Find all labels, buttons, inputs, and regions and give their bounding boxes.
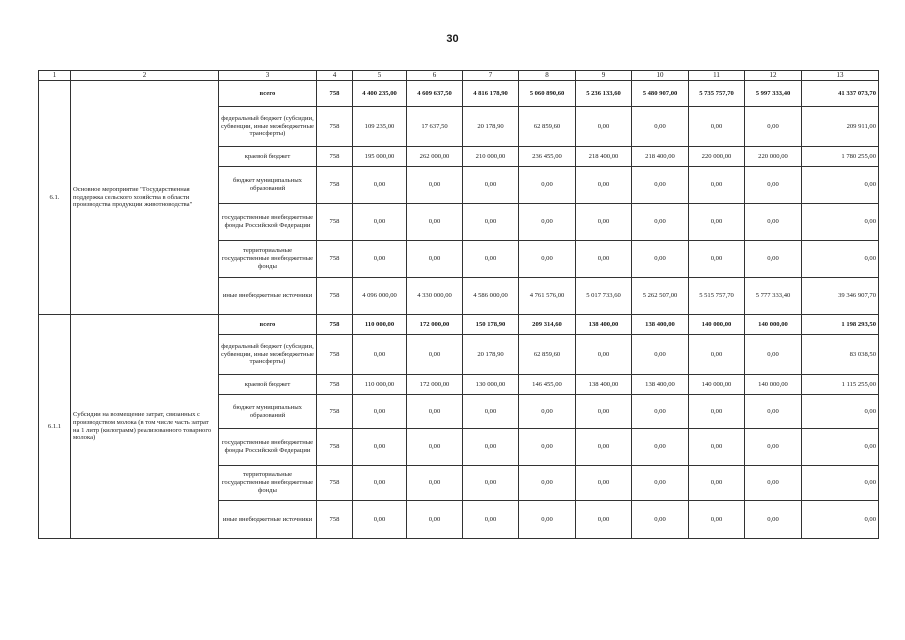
total-cell: 209 911,00: [802, 107, 879, 147]
value-cell: 5 060 890,60: [519, 81, 576, 107]
value-cell: 4 586 000,00: [463, 278, 519, 315]
value-cell: 130 000,00: [463, 375, 519, 395]
code-cell: 758: [317, 395, 353, 429]
value-cell: 0,00: [463, 501, 519, 539]
value-cell: 0,00: [632, 466, 689, 501]
total-cell: 1 780 255,00: [802, 147, 879, 167]
value-cell: 0,00: [353, 501, 407, 539]
value-cell: 0,00: [632, 429, 689, 466]
value-cell: 0,00: [519, 204, 576, 241]
value-cell: 150 178,90: [463, 315, 519, 335]
value-cell: 0,00: [632, 167, 689, 204]
code-cell: 758: [317, 335, 353, 375]
value-cell: 0,00: [745, 241, 802, 278]
value-cell: 0,00: [353, 204, 407, 241]
header-cell: 13: [802, 71, 879, 81]
header-cell: 9: [576, 71, 632, 81]
value-cell: 0,00: [576, 501, 632, 539]
value-cell: 0,00: [689, 167, 745, 204]
value-cell: 20 178,90: [463, 107, 519, 147]
value-cell: 0,00: [576, 204, 632, 241]
value-cell: 0,00: [632, 241, 689, 278]
value-cell: 0,00: [407, 395, 463, 429]
value-cell: 0,00: [576, 107, 632, 147]
value-cell: 140 000,00: [745, 315, 802, 335]
value-cell: 0,00: [519, 167, 576, 204]
value-cell: 0,00: [576, 167, 632, 204]
value-cell: 0,00: [632, 395, 689, 429]
value-cell: 62 859,60: [519, 107, 576, 147]
total-cell: 1 115 255,00: [802, 375, 879, 395]
total-cell: 0,00: [802, 204, 879, 241]
activity-description: Субсидии на возмещение затрат, связанных с производством молока (в том числе часть затрат на 1 литр (килограмм) реализованного товарного молока): [71, 315, 219, 539]
value-cell: 0,00: [407, 501, 463, 539]
value-cell: 0,00: [463, 466, 519, 501]
funding-source: территориальные государственные внебюджетные фонды: [219, 466, 317, 501]
value-cell: 138 400,00: [632, 375, 689, 395]
value-cell: 0,00: [353, 167, 407, 204]
value-cell: 0,00: [407, 167, 463, 204]
value-cell: 4 609 637,50: [407, 81, 463, 107]
code-cell: 758: [317, 81, 353, 107]
value-cell: 0,00: [463, 167, 519, 204]
value-cell: 262 000,00: [407, 147, 463, 167]
value-cell: 218 400,00: [576, 147, 632, 167]
code-cell: 758: [317, 107, 353, 147]
header-cell: 5: [353, 71, 407, 81]
value-cell: 236 455,00: [519, 147, 576, 167]
activity-number: 6.1.: [39, 81, 71, 315]
value-cell: 5 777 333,40: [745, 278, 802, 315]
value-cell: 0,00: [519, 466, 576, 501]
value-cell: 0,00: [519, 501, 576, 539]
code-cell: 758: [317, 147, 353, 167]
value-cell: 0,00: [745, 335, 802, 375]
funding-source: бюджет муниципальных образований: [219, 167, 317, 204]
value-cell: 0,00: [463, 241, 519, 278]
value-cell: 0,00: [576, 241, 632, 278]
value-cell: 220 000,00: [689, 147, 745, 167]
value-cell: 0,00: [689, 466, 745, 501]
total-cell: 0,00: [802, 167, 879, 204]
value-cell: 0,00: [519, 395, 576, 429]
value-cell: 0,00: [407, 241, 463, 278]
code-cell: 758: [317, 501, 353, 539]
value-cell: 5 515 757,70: [689, 278, 745, 315]
value-cell: 0,00: [632, 335, 689, 375]
header-cell: 4: [317, 71, 353, 81]
funding-source: государственные внебюджетные фонды Российской Федерации: [219, 429, 317, 466]
activity-description: Основное мероприятие "Государственная поддержка сельского хозяйства в области производства продукции животноводства": [71, 81, 219, 315]
value-cell: 5 997 333,40: [745, 81, 802, 107]
value-cell: 20 178,90: [463, 335, 519, 375]
total-cell: 83 038,50: [802, 335, 879, 375]
value-cell: 0,00: [689, 241, 745, 278]
total-cell: 0,00: [802, 466, 879, 501]
code-cell: 758: [317, 167, 353, 204]
value-cell: 0,00: [689, 429, 745, 466]
value-cell: 5 017 733,60: [576, 278, 632, 315]
value-cell: 5 236 133,60: [576, 81, 632, 107]
value-cell: 0,00: [689, 395, 745, 429]
value-cell: 140 000,00: [745, 375, 802, 395]
code-cell: 758: [317, 429, 353, 466]
header-cell: 11: [689, 71, 745, 81]
value-cell: 0,00: [407, 429, 463, 466]
value-cell: 0,00: [353, 429, 407, 466]
value-cell: 0,00: [745, 501, 802, 539]
value-cell: 4 330 000,00: [407, 278, 463, 315]
value-cell: 0,00: [745, 395, 802, 429]
funding-source: иные внебюджетные источники: [219, 278, 317, 315]
value-cell: 0,00: [519, 241, 576, 278]
value-cell: 4 816 178,90: [463, 81, 519, 107]
value-cell: 138 400,00: [576, 375, 632, 395]
value-cell: 0,00: [745, 429, 802, 466]
value-cell: 140 000,00: [689, 375, 745, 395]
value-cell: 0,00: [407, 204, 463, 241]
header-cell: 7: [463, 71, 519, 81]
funding-source: государственные внебюджетные фонды Российской Федерации: [219, 204, 317, 241]
value-cell: 209 314,60: [519, 315, 576, 335]
funding-source: всего: [219, 315, 317, 335]
value-cell: 0,00: [576, 429, 632, 466]
value-cell: 0,00: [632, 204, 689, 241]
total-cell: 0,00: [802, 395, 879, 429]
value-cell: 5 480 907,00: [632, 81, 689, 107]
value-cell: 172 000,00: [407, 315, 463, 335]
header-cell: 3: [219, 71, 317, 81]
value-cell: 138 400,00: [632, 315, 689, 335]
value-cell: 195 000,00: [353, 147, 407, 167]
funding-source: территориальные государственные внебюджетные фонды: [219, 241, 317, 278]
header-cell: 2: [71, 71, 219, 81]
funding-source: краевой бюджет: [219, 375, 317, 395]
header-cell: 10: [632, 71, 689, 81]
table-row-total: [39, 81, 879, 107]
total-cell: 0,00: [802, 501, 879, 539]
value-cell: 0,00: [745, 107, 802, 147]
table-row-total: [39, 315, 879, 335]
header-cell: 1: [39, 71, 71, 81]
value-cell: 0,00: [576, 466, 632, 501]
value-cell: 4 400 235,00: [353, 81, 407, 107]
code-cell: 758: [317, 466, 353, 501]
funding-source: всего: [219, 81, 317, 107]
budget-table: [38, 70, 879, 539]
value-cell: 0,00: [745, 466, 802, 501]
total-cell: 0,00: [802, 429, 879, 466]
funding-source: краевой бюджет: [219, 147, 317, 167]
column-number-header-row: [39, 71, 879, 81]
value-cell: 4 096 000,00: [353, 278, 407, 315]
value-cell: 0,00: [576, 395, 632, 429]
header-cell: 12: [745, 71, 802, 81]
table-body: [39, 81, 879, 539]
total-cell: 1 198 293,50: [802, 315, 879, 335]
value-cell: 210 000,00: [463, 147, 519, 167]
value-cell: 140 000,00: [689, 315, 745, 335]
value-cell: 0,00: [463, 204, 519, 241]
value-cell: 0,00: [632, 107, 689, 147]
value-cell: 110 000,00: [353, 315, 407, 335]
value-cell: 0,00: [407, 335, 463, 375]
value-cell: 0,00: [519, 429, 576, 466]
value-cell: 0,00: [689, 335, 745, 375]
value-cell: 0,00: [353, 395, 407, 429]
value-cell: 4 761 576,00: [519, 278, 576, 315]
code-cell: 758: [317, 241, 353, 278]
value-cell: 0,00: [407, 466, 463, 501]
value-cell: 0,00: [353, 335, 407, 375]
value-cell: 220 000,00: [745, 147, 802, 167]
value-cell: 62 859,60: [519, 335, 576, 375]
value-cell: 0,00: [745, 167, 802, 204]
value-cell: 172 000,00: [407, 375, 463, 395]
value-cell: 138 400,00: [576, 315, 632, 335]
header-cell: 6: [407, 71, 463, 81]
code-cell: 758: [317, 315, 353, 335]
value-cell: 0,00: [632, 501, 689, 539]
value-cell: 110 000,00: [353, 375, 407, 395]
value-cell: 5 262 507,00: [632, 278, 689, 315]
code-cell: 758: [317, 204, 353, 241]
value-cell: 0,00: [463, 395, 519, 429]
value-cell: 218 400,00: [632, 147, 689, 167]
value-cell: 0,00: [745, 204, 802, 241]
funding-source: федеральный бюджет (субсидии, субвенции, иные межбюджетные трансферты): [219, 335, 317, 375]
value-cell: 146 455,00: [519, 375, 576, 395]
code-cell: 758: [317, 375, 353, 395]
value-cell: 0,00: [689, 204, 745, 241]
value-cell: 5 735 757,70: [689, 81, 745, 107]
value-cell: 0,00: [576, 335, 632, 375]
funding-source: бюджет муниципальных образований: [219, 395, 317, 429]
value-cell: 0,00: [463, 429, 519, 466]
value-cell: 0,00: [353, 241, 407, 278]
value-cell: 0,00: [689, 501, 745, 539]
funding-source: иные внебюджетные источники: [219, 501, 317, 539]
page-number: 30: [446, 33, 459, 45]
value-cell: 0,00: [689, 107, 745, 147]
total-cell: 0,00: [802, 241, 879, 278]
value-cell: 17 637,50: [407, 107, 463, 147]
total-cell: 41 337 073,70: [802, 81, 879, 107]
value-cell: 109 235,00: [353, 107, 407, 147]
funding-source: федеральный бюджет (субсидии, субвенции, иные межбюджетные трансферты): [219, 107, 317, 147]
code-cell: 758: [317, 278, 353, 315]
activity-number: 6.1.1: [39, 315, 71, 539]
total-cell: 39 346 907,70: [802, 278, 879, 315]
header-cell: 8: [519, 71, 576, 81]
value-cell: 0,00: [353, 466, 407, 501]
